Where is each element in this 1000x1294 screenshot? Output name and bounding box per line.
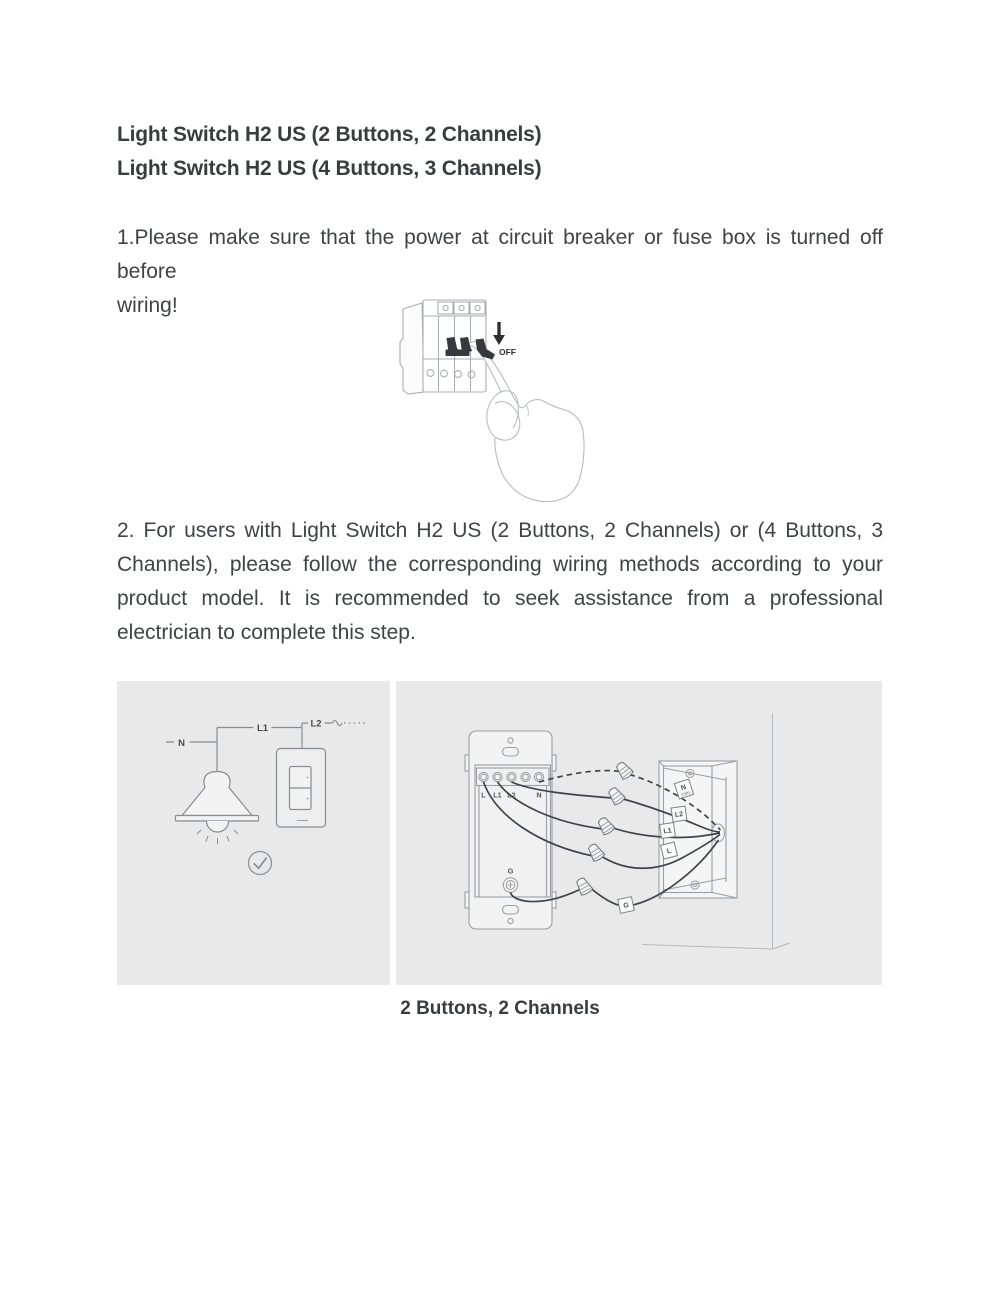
terminal-label-l2: L2 xyxy=(507,790,516,800)
svg-text:N: N xyxy=(680,783,688,793)
tag-l1 xyxy=(660,823,676,839)
wire-break-icon xyxy=(333,720,343,725)
tag-l2 xyxy=(671,806,687,822)
off-arrow-icon xyxy=(493,322,505,345)
l1-wire-label: L1 xyxy=(256,723,269,735)
svg-text:L1: L1 xyxy=(663,827,673,836)
step-2-line-4: electrician to complete this step. xyxy=(117,621,416,644)
wall-switch-illustration xyxy=(277,749,326,828)
step-1-line-1: 1.Please make sure that the power at circuit breaker or fuse box is turned off before xyxy=(117,226,883,283)
figure-caption: 2 Buttons, 2 Channels xyxy=(400,998,600,1019)
installation-diagram-panel xyxy=(396,681,882,985)
installation-diagram xyxy=(396,681,882,985)
terminal-label-l: L xyxy=(481,790,486,800)
ground-terminal-label: G xyxy=(507,866,514,876)
wiring-schematic xyxy=(117,681,390,985)
wire-nut-icon xyxy=(596,815,616,836)
tag-ground xyxy=(618,897,635,914)
svg-text:L: L xyxy=(666,847,673,856)
l2-wire-label: L2 xyxy=(310,718,322,730)
off-label: OFF xyxy=(499,347,516,357)
pendant-lamp-illustration xyxy=(176,772,259,845)
product-title-line-1: Light Switch H2 US (2 Buttons, 2 Channels) xyxy=(117,123,542,146)
step-2-instruction xyxy=(117,514,883,650)
svg-text:L2: L2 xyxy=(674,810,684,820)
step-2-line-1: 2. For users with Light Switch H2 US (2 Buttons, 2 Channels) or (4 Buttons, 3 xyxy=(117,519,883,542)
circuit-breaker-illustration xyxy=(398,295,610,507)
neutral-wire-label: N xyxy=(178,737,185,749)
terminal-label-n: N xyxy=(536,790,542,800)
product-title-block xyxy=(117,118,883,186)
product-title-line-2: Light Switch H2 US (4 Buttons, 3 Channels) xyxy=(117,157,542,180)
wiring-schematic-panel xyxy=(117,681,390,985)
wire-nut-icon xyxy=(574,876,593,897)
switch-module-illustration xyxy=(465,731,556,929)
tag-l xyxy=(661,842,678,859)
circuit-breaker-figure xyxy=(398,295,610,507)
tag-neutral-optional: (Opt) xyxy=(680,790,691,797)
step-1-line-2: wiring! xyxy=(117,294,178,317)
step-2-line-3: product model. It is recommended to seek assistance from a professional xyxy=(117,587,883,610)
svg-text:G: G xyxy=(622,901,630,910)
terminal-label-l1: L1 xyxy=(493,790,502,800)
step-2-line-2: Channels), please follow the corresponding wiring methods according to your xyxy=(117,553,883,576)
checkmark-icon xyxy=(249,852,272,875)
wire-nut-icon xyxy=(606,785,626,806)
wire-nut-icon xyxy=(586,842,606,863)
wire-nuts xyxy=(574,760,634,897)
